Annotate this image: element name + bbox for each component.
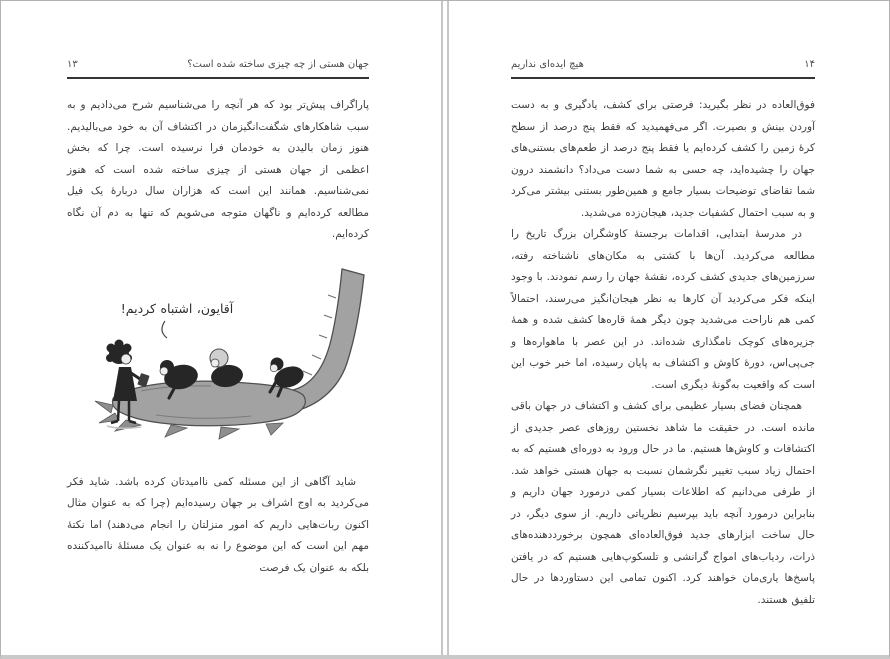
page-body-left <box>67 95 369 579</box>
speech-indicator-line <box>162 321 167 338</box>
elephant-tail-cartoon <box>81 255 377 450</box>
page-body-right <box>511 95 815 611</box>
header-rule-right <box>511 77 815 79</box>
cartoon-speech-text: آقایون، اشتباه کردیم! <box>120 300 234 316</box>
page-number-left: ۱۳ <box>67 59 78 70</box>
running-head-right: هیچ ایده‌ای نداریم <box>511 59 584 70</box>
paragraph: همچنان فضای بسیار عظیمی برای کشف و اکتشاف در جهان باقی مانده است. در حقیقت ما شاهد نخستین روزهای عصر جدیدی از اکتشافات و کاوش‌ها هستیم. ما در حال ورود به دوره‌ای هستیم که به احتمال زیاد سبب تغییر نگرشمان نسبت به جهان هستی خواهد شد. از طرفی می‌دانیم که اطلاعات بسیار کمی درمورد جهان داریم و بنابراین درمورد آنچه باید بپرسیم نظریاتی داریم. از سوی دیگر، در حال ساخت ابزارهای جدید فوق‌العاده‌ای همچون برخورددهنده‌های ذرات، ردیاب‌های امواج گرانشی و تلسکوپ‌هایی هستیم که در یافتن پاسخ‌ها یاری‌مان خواهند کرد. اکنون تمامی این دستاوردها در حال تلفیق هستند. <box>511 400 815 606</box>
paragraph: پاراگراف پیش‌تر بود که هر آنچه را می‌شناسیم شرح می‌دادیم و به سبب شاهکارهای شگفت‌انگیزمان در اکتشاف آن به خود می‌بالیدیم. هنوز زمان بالیدن به خودمان فرا نرسیده است. چرا که بخش اعظمی از جهان هستی از چیزی ساخته شده است که هنوز نمی‌شناسیم. همانند این است که هزاران سال دربارهٔ یک فیل مطالعه کرده‌ایم و ناگهان متوجه می‌شویم که تنها به دم آن نگاه کرده‌ایم. <box>67 99 369 240</box>
header-rule-left <box>67 77 369 79</box>
page-gutter <box>441 1 449 655</box>
page-right <box>449 1 889 655</box>
page-right-content <box>449 1 889 655</box>
elephant-tail <box>293 269 364 410</box>
page-left-content <box>1 1 441 655</box>
elephant-tail-cartoon-svg <box>81 255 377 450</box>
page-header-right <box>511 58 815 72</box>
paragraph: فوق‌العاده در نظر بگیرید: فرصتی برای کشف، یادگیری و به دست آوردن بینش و بصیرت. اگر می‌فهمیدید که فقط پنج درصد از سطح کرهٔ زمین را کشف کرده‌ایم یا فقط پنج درصد از طعم‌های بستنی‌های جهان را چشیده‌اید، چه حسی به شما دست می‌داد؟ دانشمند درون شما تقاضای توضیحات بسیار جامع و همین‌طور بستنی بیشتر می‌کرد و به سبب احتمال کشفیات جدید، هیجان‌زده می‌شدید. <box>511 99 815 219</box>
page-header-left <box>67 58 369 72</box>
paragraph: شاید آگاهی از این مسئله کمی ناامیدتان کرده باشد. شاید فکر می‌کردید به اوج اشراف بر جهان رسیده‌ایم (چرا که به عنوان مثال اکنون ربات‌هایی داریم که امور منزلتان را انجام می‌دهند) اما نکتهٔ مهم این است که این موضوع را نه به عنوان یک مسئلهٔ ناامیدکننده بلکه به عنوان یک فرصت <box>67 475 369 574</box>
paragraph: در مدرسهٔ ابتدایی، اقدامات برجستهٔ کاوشگران بزرگ تاریخ را مطالعه می‌کردید. آن‌ها با کشتی به مکان‌های ناشناخته رفته، سرزمین‌های جدیدی کشف کرده، نقشهٔ جهان را رسم نمودند. با وجود اینکه فکر می‌کردید آن کارها به نظر هیجان‌انگیز می‌رسند، احتمالاً کمی هم ناراحت می‌شدید چون دیگر همهٔ قاره‌ها کشف شده و همهٔ جزیره‌های کوچک نامگذاری شده‌اند. در این عصر با ماهواره‌ها و جی‌پی‌اس، دورهٔ کاوش و اکتشاف به پایان رسیده، اما خبر خوب این است که واقعیت به‌گونهٔ دیگری است. <box>511 228 815 391</box>
page-left <box>1 1 441 655</box>
page-number-right: ۱۴ <box>804 59 815 70</box>
running-head-left: جهان هستی از چه چیزی ساخته شده است؟ <box>187 59 369 70</box>
